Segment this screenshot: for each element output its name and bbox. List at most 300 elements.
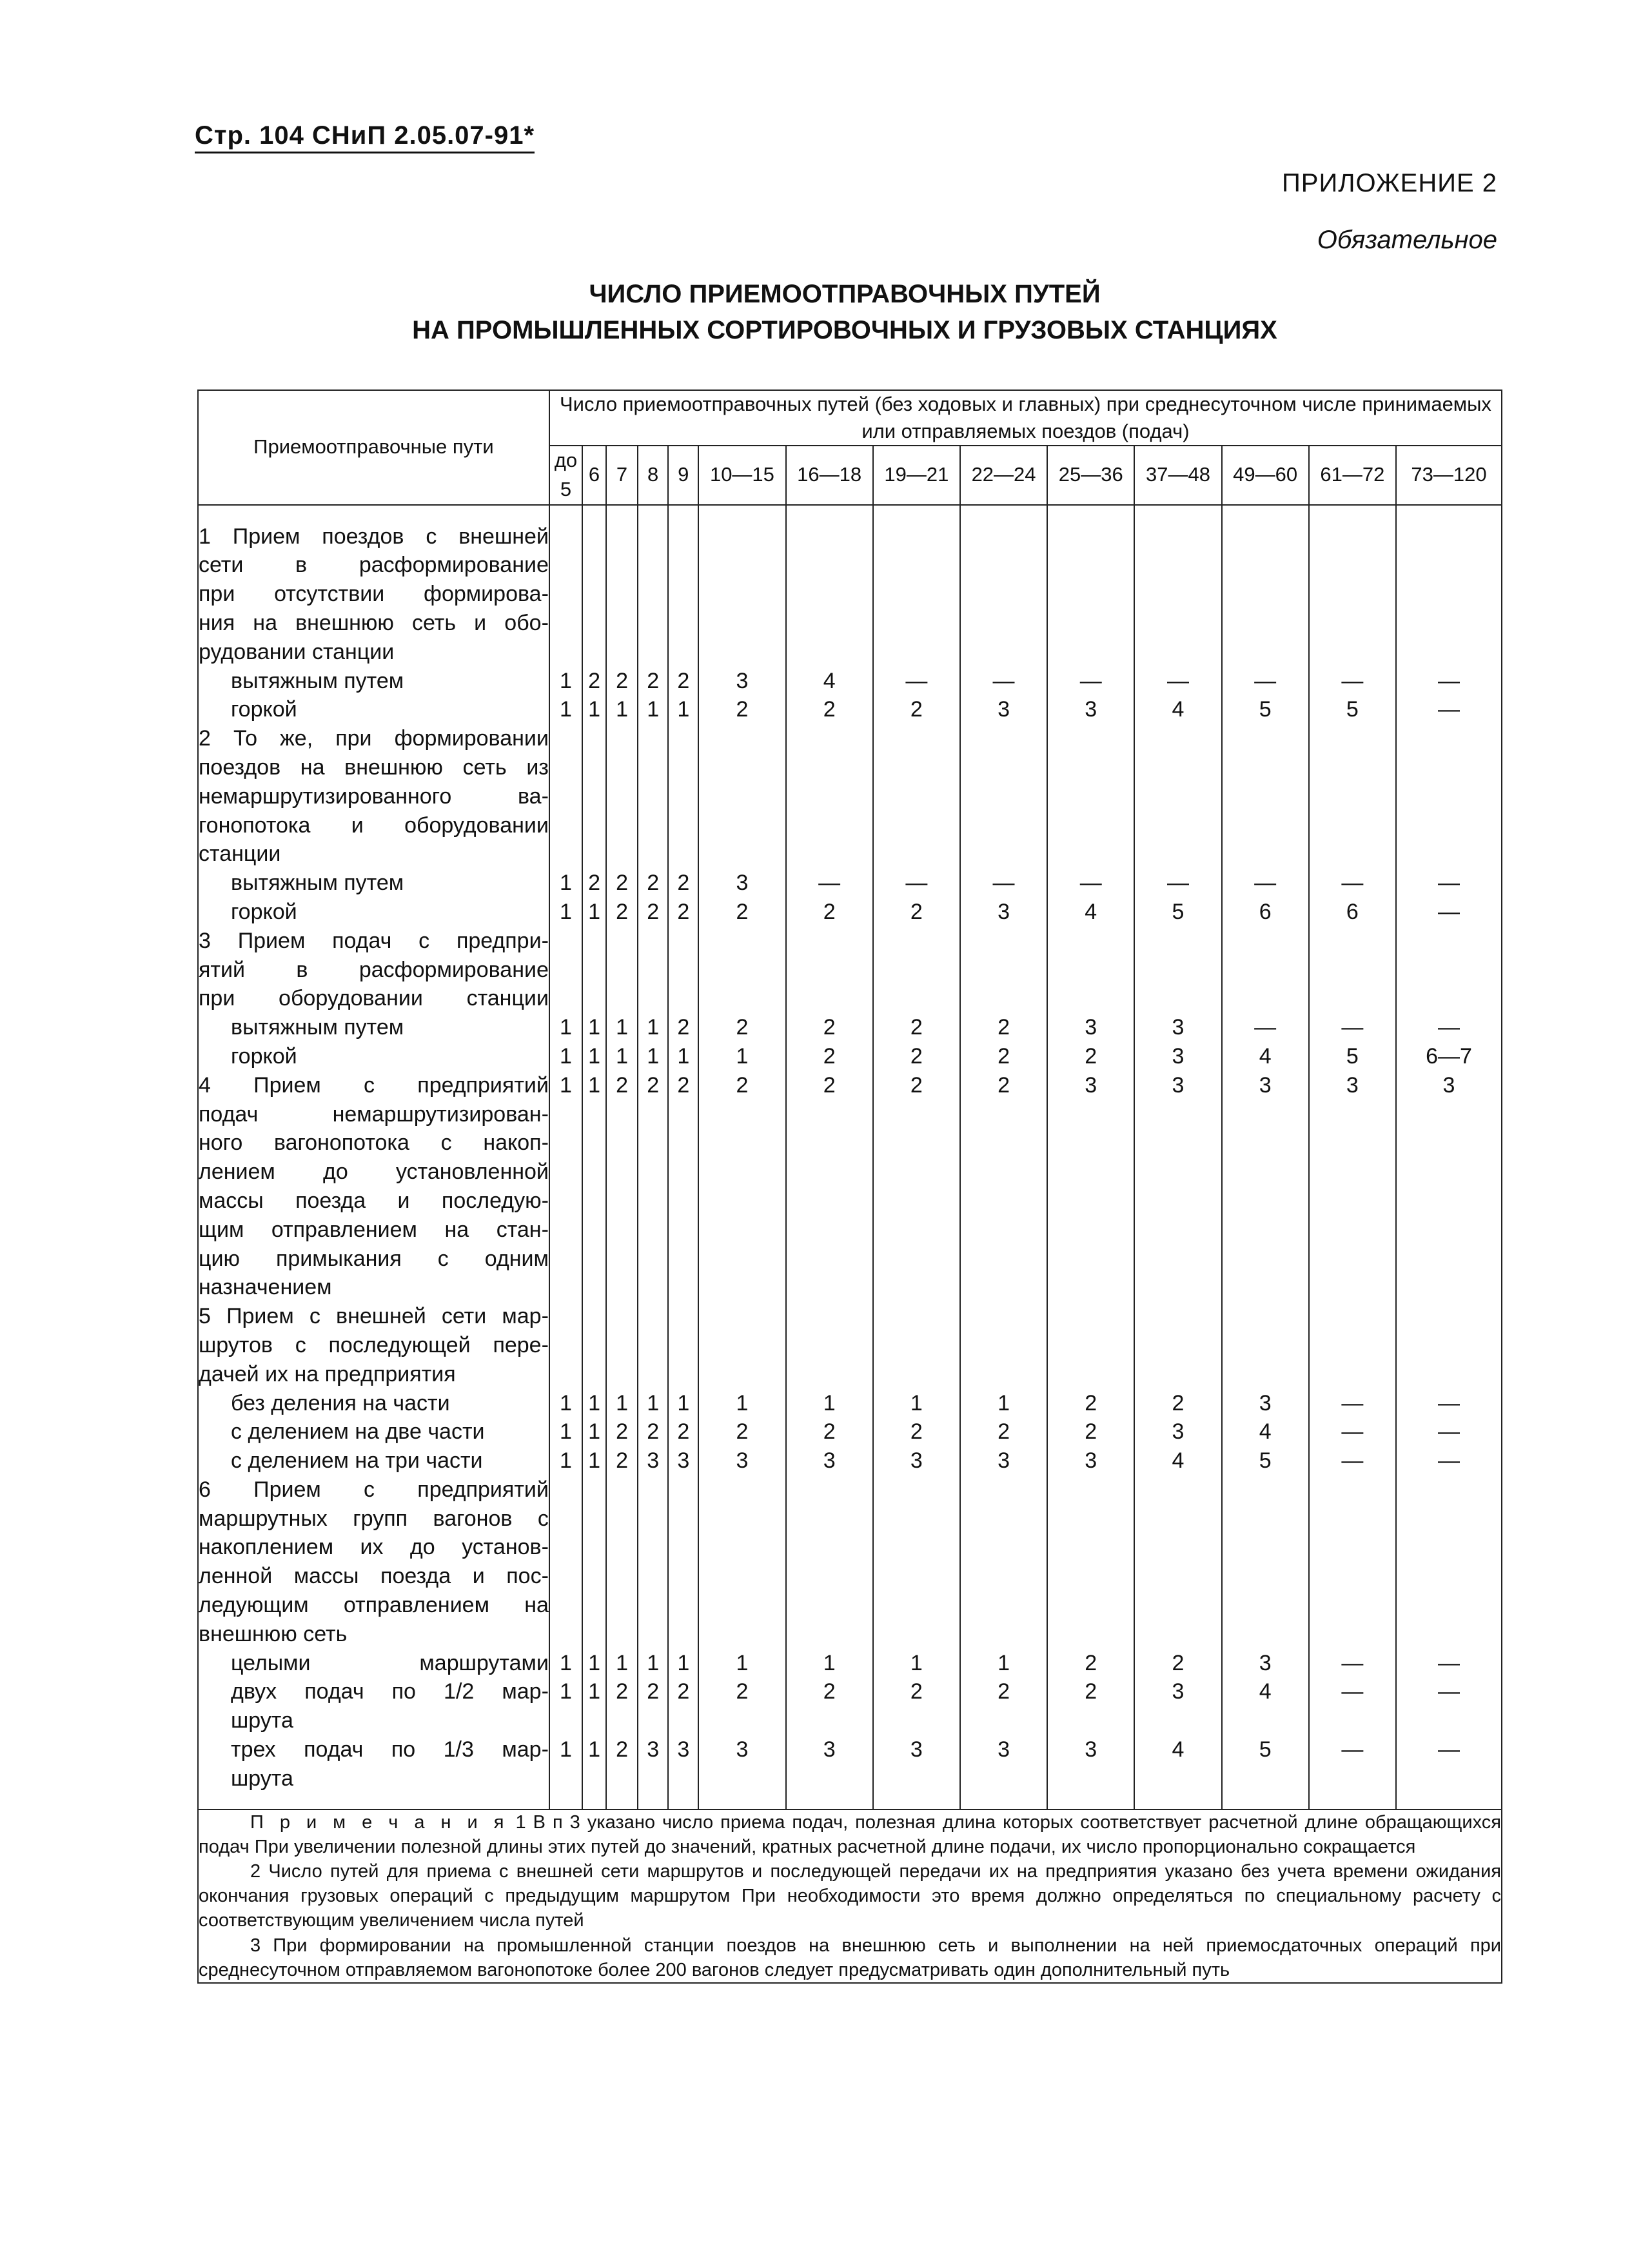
table-cell: [874, 1273, 959, 1302]
table-cell: [699, 1302, 785, 1331]
table-cell: [550, 580, 582, 609]
appendix-label: ПРИЛОЖЕНИЕ 2: [1282, 169, 1497, 197]
table-cell: [699, 1562, 785, 1591]
table-cell: [787, 580, 872, 609]
table-cell: [874, 753, 959, 782]
table-cell: [550, 927, 582, 956]
table-cell: 2: [677, 1015, 690, 1040]
table-cell: [1397, 1216, 1501, 1245]
table-cell: [961, 984, 1047, 1013]
table-cell: 3: [910, 1737, 923, 1762]
table-cell: [1223, 1100, 1308, 1129]
column-header: 10—15: [698, 446, 785, 505]
table-cell: [1310, 811, 1395, 840]
value-column: [549, 505, 582, 1809]
table-cell: —: [1341, 1737, 1364, 1762]
row-label: 4 Прием с предприятий: [199, 1072, 549, 1098]
table-cell: —: [1079, 668, 1102, 693]
table-cell: [638, 1129, 667, 1158]
table-cell: 1: [588, 1679, 600, 1704]
column-header: 49—60: [1222, 446, 1309, 505]
table-cell: [699, 1591, 785, 1620]
table-cell: [669, 1475, 698, 1504]
table-cell: [583, 1706, 605, 1735]
table-cell: [583, 782, 605, 811]
table-cell: [961, 724, 1047, 753]
table-cell: [550, 1187, 582, 1216]
table-cell: [607, 1764, 637, 1793]
table-cell: 3: [1172, 1419, 1185, 1445]
table-cell: [583, 1504, 605, 1533]
table-cell: 2: [647, 1419, 660, 1445]
table-cell: [607, 1187, 637, 1216]
table-cell: 1: [560, 1679, 572, 1704]
row-label: горкой: [231, 697, 297, 722]
table-cell: [1397, 1620, 1501, 1649]
table-cell: [669, 1216, 698, 1245]
table-cell: —: [1341, 1448, 1364, 1474]
table-cell: [607, 782, 637, 811]
table-cell: [583, 1302, 605, 1331]
table-cell: [787, 811, 872, 840]
table-cell: [1397, 1706, 1501, 1735]
table-cell: [961, 609, 1047, 638]
table-cell: 3: [998, 1448, 1010, 1474]
table-cell: [1310, 724, 1395, 753]
table-cell: [1310, 638, 1395, 667]
table-cell: [874, 1216, 959, 1245]
table-cell: 6: [1259, 899, 1272, 924]
table-cell: [1397, 638, 1501, 667]
table-cell: 3: [647, 1737, 660, 1762]
table-cell: [1397, 522, 1501, 551]
table-cell: [1048, 1245, 1134, 1274]
table-cell: 1: [647, 697, 660, 722]
table-cell: [699, 1360, 785, 1389]
row-label: маршрутных групп вагонов с: [199, 1506, 549, 1531]
table-cell: [638, 1620, 667, 1649]
table-cell: [961, 1187, 1047, 1216]
table-cell: 1: [616, 697, 628, 722]
table-cell: [550, 1245, 582, 1274]
table-cell: [874, 956, 959, 985]
table-cell: [787, 1706, 872, 1735]
table-cell: [550, 1360, 582, 1389]
table-cell: 1: [588, 1072, 600, 1098]
table-cell: 2: [616, 668, 628, 693]
row-label: массы поезда и последую-: [199, 1188, 549, 1213]
table-cell: [607, 1302, 637, 1331]
table-cell: [669, 609, 698, 638]
table-cell: [1310, 1273, 1395, 1302]
row-label: 5 Прием с внешней сети мар-: [199, 1304, 549, 1329]
table-cell: [583, 580, 605, 609]
table-cell: [1135, 1504, 1221, 1533]
table-cell: 3: [736, 1448, 749, 1474]
table-cell: [1310, 1706, 1395, 1735]
table-cell: [638, 1302, 667, 1331]
table-cell: [874, 1764, 959, 1793]
table-cell: [1048, 1504, 1134, 1533]
table-cell: [1310, 580, 1395, 609]
table-cell: [1135, 1706, 1221, 1735]
table-cell: [1310, 609, 1395, 638]
table-cell: [583, 638, 605, 667]
table-cell: [550, 1302, 582, 1331]
table-cell: [1135, 580, 1221, 609]
table-cell: 1: [560, 1650, 572, 1675]
table-cell: [699, 1504, 785, 1533]
table-cell: 3: [1085, 1737, 1097, 1762]
table-cell: [1310, 1100, 1395, 1129]
row-label: щим отправлением на стан-: [199, 1217, 549, 1242]
table-cell: [1223, 1706, 1308, 1735]
table-cell: —: [992, 668, 1015, 693]
table-cell: 3: [998, 1737, 1010, 1762]
table-cell: [638, 609, 667, 638]
table-cell: [1135, 753, 1221, 782]
table-cell: [1048, 580, 1134, 609]
row-label: двух подач по 1/2 мар-: [231, 1679, 549, 1704]
table-cell: [550, 1475, 582, 1504]
row-label: ятий в расформирование: [199, 957, 549, 982]
table-cell: [1048, 638, 1134, 667]
table-cell: 1: [560, 871, 572, 896]
table-cell: [550, 1100, 582, 1129]
table-cell: 1: [677, 1650, 690, 1675]
table-cell: [874, 580, 959, 609]
table-cell: 2: [736, 1679, 749, 1704]
table-cell: —: [905, 871, 928, 896]
table-cell: 3: [1085, 697, 1097, 722]
table-cell: 5: [1259, 697, 1272, 722]
table-cell: [874, 1620, 959, 1649]
row-label: назначением: [199, 1275, 332, 1300]
table-cell: [874, 1475, 959, 1504]
table-cell: —: [818, 871, 841, 896]
table-cell: [699, 1129, 785, 1158]
table-cell: 1: [560, 1043, 572, 1069]
table-cell: [1223, 1187, 1308, 1216]
table-cell: [638, 1245, 667, 1274]
table-cell: [1135, 1187, 1221, 1216]
table-cell: 2: [616, 1679, 628, 1704]
table-cell: [550, 1533, 582, 1562]
table-cell: [1135, 1591, 1221, 1620]
table-cell: 5: [1346, 1043, 1359, 1069]
table-cell: [1048, 782, 1134, 811]
table-cell: 3: [736, 871, 749, 896]
table-cell: 2: [677, 668, 690, 693]
table-cell: 2: [998, 1072, 1010, 1098]
table-cell: [961, 522, 1047, 551]
table-cell: 2: [677, 1679, 690, 1704]
table-cell: —: [1437, 1679, 1460, 1704]
table-cell: [1223, 1216, 1308, 1245]
table-cell: [1223, 1475, 1308, 1504]
table-cell: [1310, 1533, 1395, 1562]
table-cell: [787, 1764, 872, 1793]
value-column: [1047, 505, 1134, 1809]
row-label: рудовании станции: [199, 639, 395, 664]
table-cell: [961, 1302, 1047, 1331]
table-cell: [787, 1360, 872, 1389]
table-cell: [1223, 1533, 1308, 1562]
table-cell: [874, 1331, 959, 1360]
table-cell: 3: [998, 697, 1010, 722]
table-cell: [961, 1158, 1047, 1187]
table-cell: [1135, 1475, 1221, 1504]
table-cell: [874, 1591, 959, 1620]
table-cell: 1: [677, 1043, 690, 1069]
table-cell: [961, 1331, 1047, 1360]
column-header: 61—72: [1309, 446, 1396, 505]
table-cell: [1135, 638, 1221, 667]
table-cell: [699, 1620, 785, 1649]
table-cell: 1: [588, 1043, 600, 1069]
table-cell: [1397, 1475, 1501, 1504]
table-cell: [583, 1360, 605, 1389]
table-cell: 2: [616, 1448, 628, 1474]
table-cell: [1397, 580, 1501, 609]
row-label: ного вагонопотока с накоп-: [199, 1130, 549, 1156]
table-cell: [787, 1129, 872, 1158]
table-cell: 2: [910, 697, 923, 722]
table-cell: [1223, 1562, 1308, 1591]
table-cell: 1: [647, 1043, 660, 1069]
table-cell: [787, 782, 872, 811]
table-cell: [638, 638, 667, 667]
table-cell: [1223, 1591, 1308, 1620]
value-column: [638, 505, 668, 1809]
table-cell: [1223, 811, 1308, 840]
table-cell: [669, 811, 698, 840]
row-label: с делением на две части: [231, 1419, 485, 1445]
table-cell: [550, 1129, 582, 1158]
table-cell: 2: [823, 899, 836, 924]
table-cell: 2: [1085, 1390, 1097, 1415]
row-label: накоплением их до установ-: [199, 1535, 549, 1560]
row-label: цию примыкания с одним: [199, 1246, 549, 1271]
table-cell: 2: [736, 697, 749, 722]
table-cell: [787, 984, 872, 1013]
table-cell: [1310, 1620, 1395, 1649]
table-cell: 3: [1259, 1390, 1272, 1415]
table-cell: 1: [560, 899, 572, 924]
table-cell: [961, 638, 1047, 667]
table-cell: 1: [677, 1390, 690, 1415]
table-cell: [583, 1129, 605, 1158]
table-cell: [1310, 1360, 1395, 1389]
table-cell: 2: [910, 1419, 923, 1445]
table-cell: [550, 724, 582, 753]
table-cell: 3: [677, 1448, 690, 1474]
table-cell: [550, 1273, 582, 1302]
value-column: [582, 505, 606, 1809]
table-cell: [787, 522, 872, 551]
table-cell: 2: [823, 1015, 836, 1040]
table-cell: [787, 638, 872, 667]
table-cell: 1: [560, 1015, 572, 1040]
table-cell: [1223, 984, 1308, 1013]
table-cell: 2: [616, 1072, 628, 1098]
table-cell: [583, 551, 605, 580]
table-cell: [583, 753, 605, 782]
table-cell: [1048, 1100, 1134, 1129]
table-cell: 2: [647, 1072, 660, 1098]
row-label: поездов на внешнюю сеть из: [199, 754, 549, 780]
table-cell: [1223, 580, 1308, 609]
table-cell: [607, 1475, 637, 1504]
table-cell: 2: [998, 1015, 1010, 1040]
table-cell: [874, 551, 959, 580]
table-cell: 5: [1346, 697, 1359, 722]
table-cell: [1397, 1187, 1501, 1216]
table-cell: [669, 1706, 698, 1735]
table-cell: [1310, 1129, 1395, 1158]
table-cell: [550, 551, 582, 580]
table-cell: [1310, 1331, 1395, 1360]
table-cell: 4: [1259, 1043, 1272, 1069]
status-label: Обязательное: [1317, 226, 1497, 254]
table-cell: [638, 724, 667, 753]
table-cell: [550, 753, 582, 782]
table-cell: 3: [1172, 1043, 1185, 1069]
table-cell: [961, 956, 1047, 985]
table-cell: 1: [560, 1390, 572, 1415]
table-cell: 2: [823, 1679, 836, 1704]
row-label: ния на внешнюю сеть и обо-: [199, 610, 549, 635]
table-cell: —: [1341, 1015, 1364, 1040]
table-cell: [699, 840, 785, 869]
table-cell: [1223, 724, 1308, 753]
table-cell: [669, 1100, 698, 1129]
table-cell: [1048, 609, 1134, 638]
table-cell: [699, 551, 785, 580]
value-column: [1309, 505, 1396, 1809]
table-cell: [961, 753, 1047, 782]
table-cell: [1048, 1302, 1134, 1331]
table-cell: [669, 1562, 698, 1591]
table-cell: [874, 984, 959, 1013]
table-cell: [1135, 1302, 1221, 1331]
table-cell: [607, 551, 637, 580]
value-column: [873, 505, 960, 1809]
table-cell: [607, 1504, 637, 1533]
table-cell: 1: [823, 1390, 836, 1415]
table-cell: [699, 956, 785, 985]
table-cell: [550, 840, 582, 869]
track-labels-column: [198, 505, 549, 1809]
row-label: станции: [199, 842, 281, 867]
table-cell: [1135, 1100, 1221, 1129]
table-cell: [669, 753, 698, 782]
table-cell: 1: [647, 1390, 660, 1415]
table-cell: [874, 840, 959, 869]
table-cell: [638, 1273, 667, 1302]
table-cell: [961, 1620, 1047, 1649]
table-cell: [669, 638, 698, 667]
table-cell: [669, 1158, 698, 1187]
table-cell: [1135, 956, 1221, 985]
table-cell: [607, 1331, 637, 1360]
table-cell: [550, 1764, 582, 1793]
table-cell: 1: [823, 1650, 836, 1675]
table-cell: [669, 840, 698, 869]
table-cell: [699, 984, 785, 1013]
table-cell: [1397, 927, 1501, 956]
table-cell: [1048, 753, 1134, 782]
table-cell: [1223, 840, 1308, 869]
table-cell: [1397, 1331, 1501, 1360]
table-cell: [583, 522, 605, 551]
table-cell: [1223, 1129, 1308, 1158]
table-cell: [1397, 1360, 1501, 1389]
table-cell: 5: [1259, 1737, 1272, 1762]
value-column: [1134, 505, 1221, 1809]
table-cell: —: [1437, 1015, 1460, 1040]
table-cell: [787, 1245, 872, 1274]
table-cell: [550, 1504, 582, 1533]
table-cell: [961, 1562, 1047, 1591]
table-cell: [874, 1100, 959, 1129]
table-cell: [874, 1187, 959, 1216]
table-cell: 3: [1085, 1015, 1097, 1040]
row-label: горкой: [231, 899, 297, 924]
table-cell: [787, 1273, 872, 1302]
table-cell: [787, 1302, 872, 1331]
table-cell: 2: [677, 871, 690, 896]
table-cell: [550, 1331, 582, 1360]
table-cell: [607, 1273, 637, 1302]
table-cell: [638, 551, 667, 580]
table-cell: [961, 811, 1047, 840]
table-cell: [961, 927, 1047, 956]
column-header: 9: [668, 446, 698, 505]
table-cell: [1048, 1475, 1134, 1504]
table-cell: [787, 1331, 872, 1360]
row-label: с делением на три части: [231, 1448, 483, 1474]
row-label: немаршрутизированного ва-: [199, 784, 549, 809]
table-cell: [1310, 522, 1395, 551]
page-title-line-1: ЧИСЛО ПРИЕМООТПРАВОЧНЫХ ПУТЕЙ: [589, 280, 1101, 308]
table-cell: [1223, 956, 1308, 985]
table-cell: [1397, 984, 1501, 1013]
table-cell: [1048, 724, 1134, 753]
value-column: [1222, 505, 1309, 1809]
notes-lead: П р и м е ч а н и я: [250, 1811, 509, 1833]
table-cell: [638, 1360, 667, 1389]
table-cell: [699, 724, 785, 753]
table-cell: [1135, 551, 1221, 580]
table-cell: [1223, 1302, 1308, 1331]
table-cell: [874, 1562, 959, 1591]
table-cell: 2: [1085, 1679, 1097, 1704]
table-cell: [699, 1216, 785, 1245]
table-cell: [583, 840, 605, 869]
table-cell: [1048, 1187, 1134, 1216]
table-cell: 2: [823, 697, 836, 722]
table-cell: 2: [616, 1737, 628, 1762]
table-cell: [607, 927, 637, 956]
table-cell: [1223, 609, 1308, 638]
table-cell: —: [1437, 697, 1460, 722]
table-cell: [1048, 1360, 1134, 1389]
table-cell: [607, 1706, 637, 1735]
table-cell: [787, 1562, 872, 1591]
table-cell: [1135, 609, 1221, 638]
table-cell: 1: [910, 1390, 923, 1415]
